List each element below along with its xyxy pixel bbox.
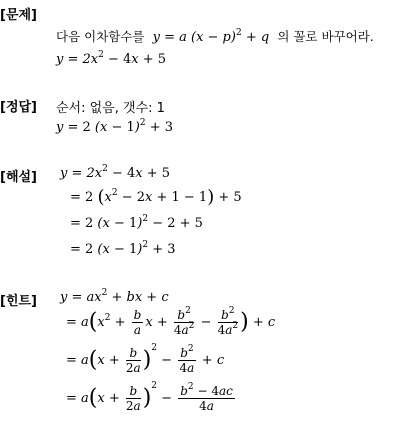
instruction-post: 의 꼴로 바꾸어라. — [277, 29, 374, 44]
answer-order-count: 순서: 없음, 갯수: 1 — [56, 101, 165, 116]
hint-step-4: = a(x + $\frac{b}{2a}$ )$^2$ − $\frac{b^2 - 4ac}{4a}$ — [66, 381, 233, 413]
solution-step-3: = 2 $(x - 1)^2 - 2 + 5$ — [70, 214, 203, 231]
answer-result: y = 2 $(x - 1)^2 + 3$ — [56, 118, 174, 135]
solution-heading: [해설] — [0, 170, 37, 185]
hint-step-1: $y = ax^2$ + bx + c — [60, 288, 169, 305]
hint-step-2: = $a(x^2$ + $\frac{b}{a}$ x + $\frac{b^2}{4a^2}$ − $\frac{b^2}{4a^2}$ ) + c — [66, 306, 276, 337]
hint-step-3: = a(x + $\frac{b}{2a}$ )$^2$ − $\frac{b^2}{4a}$ + c — [66, 343, 225, 375]
vertex-form: y = a $(x - p)^2 + q$ — [148, 28, 274, 45]
instruction-pre: 다음 이차함수를 — [56, 29, 145, 44]
problem-heading: [문제] — [0, 8, 37, 23]
solution-step-1: $y = 2x^2 - 4x + 5$ — [60, 164, 171, 181]
solution-step-2: = 2 $(x^2 - 2x + 1 - 1) + 5$ — [70, 186, 242, 208]
problem-function: $y = 2x^2 - 4x + 5$ — [56, 50, 167, 67]
solution-step-4: = 2 $(x - 1)^2 + 3$ — [70, 240, 176, 257]
hint-heading: [힌트] — [0, 294, 37, 309]
answer-heading: [정답] — [0, 100, 37, 115]
problem-instruction — [56, 27, 374, 45]
